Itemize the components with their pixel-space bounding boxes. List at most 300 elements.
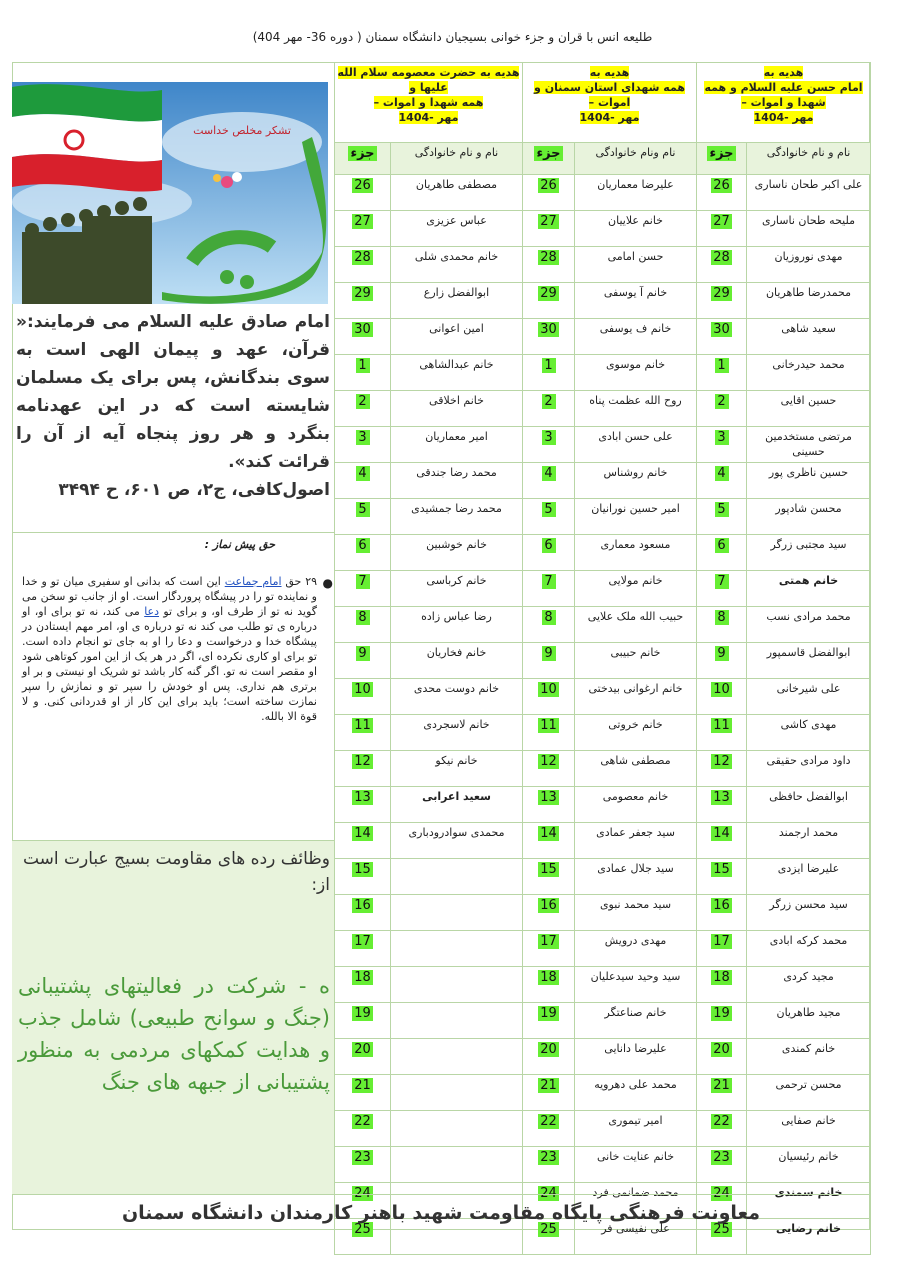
participant-name: روح الله عظمت پناه — [575, 391, 697, 427]
juz-cell — [523, 931, 575, 967]
participant-name — [391, 859, 523, 895]
juz-cell — [697, 427, 747, 463]
juz-cell — [697, 931, 747, 967]
juz-number: 21 — [713, 1078, 730, 1093]
dedication-header-2 — [523, 63, 697, 143]
juz-number: 28 — [713, 250, 730, 265]
participant-name: خانم خوشبین — [391, 535, 523, 571]
participant-name: خانم روشناس — [575, 463, 697, 499]
participant-name — [391, 1147, 523, 1183]
juz-cell — [697, 319, 747, 355]
juz-cell — [335, 499, 391, 535]
participant-name: سعید شاهی — [747, 319, 871, 355]
juz-number: 8 — [715, 610, 729, 625]
juz-number: 5 — [356, 502, 370, 517]
juz-cell — [335, 1039, 391, 1075]
table-row — [335, 1111, 871, 1147]
juz-number: 11 — [713, 718, 730, 733]
juz-number: 19 — [540, 1006, 557, 1021]
table-row — [335, 787, 871, 823]
participant-name: علی نفیسی فر — [575, 1219, 697, 1255]
juz-cell — [335, 1111, 391, 1147]
juz-cell — [335, 751, 391, 787]
participant-name: خانم همتی — [747, 571, 871, 607]
juz-number: 7 — [356, 574, 370, 589]
juz-header-label: جزء — [350, 146, 375, 161]
bullet-icon: ● — [322, 576, 333, 590]
link-doa[interactable]: دعا — [144, 605, 160, 618]
table-row — [335, 535, 871, 571]
juz-cell — [523, 679, 575, 715]
table-row — [335, 859, 871, 895]
juz-number: 22 — [540, 1114, 557, 1129]
participant-name: خانم معصومی — [575, 787, 697, 823]
divider — [12, 532, 334, 533]
juz-cell — [335, 859, 391, 895]
participant-name: محسن شادپور — [747, 499, 871, 535]
table-row — [335, 607, 871, 643]
juz-number: 1 — [542, 358, 556, 373]
participant-name: خانم سمندی — [747, 1183, 871, 1219]
juz-cell — [335, 607, 391, 643]
juz-cell — [697, 859, 747, 895]
juz-cell — [335, 247, 391, 283]
juz-cell — [523, 967, 575, 1003]
participant-name: محمد رضا جمشیدی — [391, 499, 523, 535]
participant-name: مهدی نوروزیان — [747, 247, 871, 283]
juz-cell — [335, 1003, 391, 1039]
juz-cell — [335, 1147, 391, 1183]
participant-name: محمدی سوادرودباری — [391, 823, 523, 859]
dedication-title: هدیه به — [589, 66, 630, 79]
juz-cell — [523, 823, 575, 859]
table-row — [335, 427, 871, 463]
dedication-header-row — [335, 63, 871, 143]
name-column-header: نام ونام خانوادگی — [575, 143, 697, 175]
green-panel-title: وظائف رده های مقاومت بسیج عبارت است از: — [22, 849, 330, 895]
juz-number: 2 — [542, 394, 556, 409]
participant-name: خانم آ یوسفی — [575, 283, 697, 319]
table-row — [335, 643, 871, 679]
juz-cell — [335, 643, 391, 679]
participant-name: محمد کرکه ابادی — [747, 931, 871, 967]
dedication-subtitle: همه شهدا و اموات – — [373, 96, 484, 109]
juz-number: 11 — [354, 718, 371, 733]
participant-name: سید محسن زرگر — [747, 895, 871, 931]
juz-cell — [697, 679, 747, 715]
juz-number: 2 — [715, 394, 729, 409]
juz-cell — [523, 535, 575, 571]
juz-cell — [697, 283, 747, 319]
juz-cell — [335, 715, 391, 751]
participant-name — [391, 967, 523, 1003]
participant-name: ابوالفضل قاسمپور — [747, 643, 871, 679]
juz-cell — [697, 643, 747, 679]
table-body — [335, 175, 871, 1255]
juz-number: 2 — [356, 394, 370, 409]
juz-number: 29 — [540, 286, 557, 301]
juz-number: 16 — [354, 898, 371, 913]
juz-number: 1 — [715, 358, 729, 373]
participant-name: امیر معماریان — [391, 427, 523, 463]
juz-number: 20 — [540, 1042, 557, 1057]
table-row — [335, 463, 871, 499]
juz-number: 4 — [542, 466, 556, 481]
juz-number: 19 — [354, 1006, 371, 1021]
juz-cell — [697, 1111, 747, 1147]
poster-slogan: تشکر مخلص خداست — [193, 124, 291, 137]
juz-cell — [697, 211, 747, 247]
juz-cell — [523, 751, 575, 787]
juz-cell — [697, 463, 747, 499]
juz-cell — [335, 787, 391, 823]
juz-number: 30 — [354, 322, 371, 337]
table-row — [335, 1003, 871, 1039]
dedication-subtitle: همه شهدای استان سمنان و اموات – — [534, 81, 685, 109]
juz-cell — [697, 535, 747, 571]
juz-number: 7 — [715, 574, 729, 589]
juz-cell — [523, 175, 575, 211]
dedication-header-3 — [335, 63, 523, 143]
table-row — [335, 751, 871, 787]
juz-cell — [523, 1039, 575, 1075]
juz-cell — [523, 391, 575, 427]
juz-cell — [697, 715, 747, 751]
juz-cell — [335, 535, 391, 571]
table-row — [335, 1075, 871, 1111]
dedication-date: مهر -1404 — [398, 111, 459, 124]
juz-number: 14 — [713, 826, 730, 841]
juz-number: 30 — [713, 322, 730, 337]
juz-cell — [523, 895, 575, 931]
juz-header-label: جزء — [536, 146, 561, 161]
juz-number: 16 — [713, 898, 730, 913]
juz-cell — [335, 679, 391, 715]
juz-number: 15 — [713, 862, 730, 877]
table-row — [335, 1039, 871, 1075]
juz-number: 10 — [713, 682, 730, 697]
participant-name: سید محمد نبوی — [575, 895, 697, 931]
juz-cell — [523, 499, 575, 535]
juz-column-header — [697, 143, 747, 175]
juz-cell — [335, 283, 391, 319]
participant-name: علیرضا معماریان — [575, 175, 697, 211]
juz-number: 20 — [713, 1042, 730, 1057]
participant-name: مهدی کاشی — [747, 715, 871, 751]
juz-header-label: جزء — [709, 146, 734, 161]
participant-name: خانم لاسجردی — [391, 715, 523, 751]
juz-cell — [523, 571, 575, 607]
juz-cell — [523, 787, 575, 823]
participant-name — [391, 1039, 523, 1075]
quote-block — [16, 308, 330, 504]
juz-number: 17 — [354, 934, 371, 949]
juz-cell — [697, 967, 747, 1003]
juz-number: 26 — [354, 178, 371, 193]
dedication-date: مهر -1404 — [753, 111, 814, 124]
juz-number: 27 — [354, 214, 371, 229]
juz-cell — [335, 1075, 391, 1111]
participant-name: علیرضا ایزدی — [747, 859, 871, 895]
name-column-header: نام و نام خانوادگی — [747, 143, 871, 175]
participant-name: خانم ف یوسفی — [575, 319, 697, 355]
juz-cell — [523, 715, 575, 751]
participant-name: خانم علاییان — [575, 211, 697, 247]
juz-cell — [335, 355, 391, 391]
juz-cell — [335, 823, 391, 859]
juz-cell — [335, 211, 391, 247]
juz-cell — [335, 391, 391, 427]
participant-name: مجید طاهریان — [747, 1003, 871, 1039]
juz-number: 12 — [540, 754, 557, 769]
participant-name: ابوالفضل زارع — [391, 283, 523, 319]
table-row — [335, 175, 871, 211]
juz-number: 25 — [713, 1222, 730, 1237]
participant-name: سید جلال عمادی — [575, 859, 697, 895]
participant-name: علی شیرخانی — [747, 679, 871, 715]
table-row — [335, 247, 871, 283]
table-row — [335, 355, 871, 391]
juz-cell — [697, 499, 747, 535]
hadith-text: این است که بدانی او سفیری میان تو و خدا و نماینده تو را در پیشگاه پروردگار است. او از جانب تو سخن می گوید نه تو از طرف او، و برای تو — [22, 575, 317, 618]
juz-number: 5 — [542, 502, 556, 517]
table-row — [335, 319, 871, 355]
table-row — [335, 931, 871, 967]
juz-cell — [523, 1111, 575, 1147]
juz-cell — [523, 1075, 575, 1111]
juz-number: 20 — [354, 1042, 371, 1057]
participant-name: داود مرادی حقیقی — [747, 751, 871, 787]
quote-text: امام صادق علیه السلام می فرمایند:« قرآن، عهد و پیمان الهی است به سوی بندگانش، پس برای یک مسلمان شایسته است که در این عهدنامه بنگرد و هر روز پنجاه آیه از آن را قرائت کند». — [16, 312, 330, 472]
juz-number: 1 — [356, 358, 370, 373]
juz-number: 25 — [354, 1222, 371, 1237]
hadith-heading: حق پیش نماز : — [204, 538, 275, 551]
juz-number: 8 — [542, 610, 556, 625]
juz-cell — [523, 607, 575, 643]
juz-number: 15 — [354, 862, 371, 877]
participant-name: امین اعوانی — [391, 319, 523, 355]
juz-number: 9 — [356, 646, 370, 661]
juz-number: 18 — [354, 970, 371, 985]
participant-name: امیر تیموری — [575, 1111, 697, 1147]
participant-name: سعید اعرابی — [391, 787, 523, 823]
juz-number: 23 — [354, 1150, 371, 1165]
participant-name: مرتضی مستخدمین حسینی — [747, 427, 871, 463]
participant-name: محمد ارجمند — [747, 823, 871, 859]
juz-cell — [697, 607, 747, 643]
table-row — [335, 1147, 871, 1183]
juz-cell — [523, 859, 575, 895]
participant-name: مصطفی طاهریان — [391, 175, 523, 211]
participant-name: خانم صناعتگر — [575, 1003, 697, 1039]
juz-number: 9 — [715, 646, 729, 661]
participant-name: خانم رئیسیان — [747, 1147, 871, 1183]
juz-cell — [523, 247, 575, 283]
juz-cell — [335, 463, 391, 499]
table-row — [335, 895, 871, 931]
juz-cell — [335, 571, 391, 607]
table-row — [335, 283, 871, 319]
juz-number: 13 — [354, 790, 371, 805]
participant-name: محمدرضا طاهریان — [747, 283, 871, 319]
page-title: طلیعه انس با قران و جزء خوانی بسیجیان دانشگاه سمنان ( دوره 36- مهر 404) — [252, 30, 653, 44]
juz-number: 12 — [354, 754, 371, 769]
juz-assignment-table — [334, 62, 871, 1255]
juz-number: 5 — [715, 502, 729, 517]
juz-cell — [697, 1075, 747, 1111]
juz-cell — [697, 355, 747, 391]
juz-cell — [697, 1003, 747, 1039]
juz-number: 25 — [540, 1222, 557, 1237]
participant-name: محسن ترحمی — [747, 1075, 871, 1111]
dedication-date: مهر -1404 — [579, 111, 640, 124]
juz-cell — [523, 643, 575, 679]
juz-number: 30 — [540, 322, 557, 337]
participant-name: خانم حبیبی — [575, 643, 697, 679]
juz-number: 17 — [540, 934, 557, 949]
participant-name — [391, 1111, 523, 1147]
juz-number: 8 — [356, 610, 370, 625]
juz-number: 29 — [713, 286, 730, 301]
juz-cell — [697, 391, 747, 427]
juz-number: 27 — [540, 214, 557, 229]
participant-name: حسین ناظری پور — [747, 463, 871, 499]
participant-name: سید مجتبی زرگر — [747, 535, 871, 571]
juz-number: 23 — [713, 1150, 730, 1165]
juz-number: 4 — [356, 466, 370, 481]
juz-cell — [335, 967, 391, 1003]
juz-number: 22 — [713, 1114, 730, 1129]
participant-name — [391, 1075, 523, 1111]
juz-number: 3 — [356, 430, 370, 445]
participant-name: محمد ضمانمی فرد — [575, 1183, 697, 1219]
dedication-title: هدیه به حضرت معصومه سلام الله علیها و — [337, 66, 520, 94]
participant-name: محمد مرادی نسب — [747, 607, 871, 643]
participant-name — [391, 1003, 523, 1039]
participant-name: ملیحه طحان ناساری — [747, 211, 871, 247]
hadith-text: ۲۹ حق — [281, 575, 318, 588]
participant-name: خانم عنایت خانی — [575, 1147, 697, 1183]
juz-number: 26 — [713, 178, 730, 193]
participant-name: خانم مولایی — [575, 571, 697, 607]
table-row — [335, 211, 871, 247]
participant-name: خانم اخلاقی — [391, 391, 523, 427]
participant-name: حبیب الله ملک علایی — [575, 607, 697, 643]
juz-number: 9 — [542, 646, 556, 661]
juz-number: 11 — [540, 718, 557, 733]
dedication-title: هدیه به — [763, 66, 804, 79]
juz-cell — [335, 319, 391, 355]
juz-number: 19 — [713, 1006, 730, 1021]
juz-cell — [697, 823, 747, 859]
participant-name: ابوالفضل حافظی — [747, 787, 871, 823]
participant-name: علیرضا دانایی — [575, 1039, 697, 1075]
juz-cell — [697, 175, 747, 211]
participant-name: خانم رضایی — [747, 1219, 871, 1255]
juz-number: 27 — [713, 214, 730, 229]
participant-name: محمد علی دهرویه — [575, 1075, 697, 1111]
juz-cell — [697, 787, 747, 823]
green-panel-body: ه - شرکت در فعالیتهای پشتیبانی (جنگ و سوانح طبیعی) شامل جذب و هدایت کمکهای مردمی به منظور پشتیبانی از جبهه های جنگ — [18, 974, 330, 1094]
juz-number: 28 — [354, 250, 371, 265]
name-column-header: نام و نام خانوادگی — [391, 143, 523, 175]
participant-name: خانم کمندی — [747, 1039, 871, 1075]
participant-name: خانم ارغوانی بیدختی — [575, 679, 697, 715]
participant-name: امیر حسین نورانیان — [575, 499, 697, 535]
participant-name: مصطفی شاهی — [575, 751, 697, 787]
juz-number: 7 — [542, 574, 556, 589]
juz-number: 16 — [540, 898, 557, 913]
juz-number: 13 — [713, 790, 730, 805]
table-row — [335, 715, 871, 751]
table-row — [335, 499, 871, 535]
juz-number: 24 — [713, 1186, 730, 1201]
juz-number: 3 — [715, 430, 729, 445]
juz-number: 21 — [354, 1078, 371, 1093]
quote-source: اصول‌کافی، ج۲، ص ۶۰۱، ح ۳۴۹۴ — [58, 480, 330, 500]
juz-number: 26 — [540, 178, 557, 193]
juz-number: 18 — [540, 970, 557, 985]
juz-cell — [697, 751, 747, 787]
link-imam-jamaat[interactable]: امام جماعت — [224, 575, 282, 588]
juz-cell — [523, 427, 575, 463]
participant-name: حسن امامی — [575, 247, 697, 283]
participant-name: خانم فخاریان — [391, 643, 523, 679]
juz-cell — [697, 1039, 747, 1075]
participant-name: محمد رضا جندقی — [391, 463, 523, 499]
juz-cell — [697, 247, 747, 283]
participant-name: سید وحید سیدعلیان — [575, 967, 697, 1003]
participant-name: رضا عباس زاده — [391, 607, 523, 643]
juz-cell — [335, 427, 391, 463]
juz-number: 3 — [542, 430, 556, 445]
participant-name: عباس عزیزی — [391, 211, 523, 247]
juz-number: 14 — [540, 826, 557, 841]
participant-name — [391, 895, 523, 931]
juz-cell — [523, 1003, 575, 1039]
juz-number: 24 — [540, 1186, 557, 1201]
participant-name: سید جعفر عمادی — [575, 823, 697, 859]
juz-number: 10 — [540, 682, 557, 697]
juz-number: 4 — [715, 466, 729, 481]
dedication-header-1 — [697, 63, 871, 143]
juz-number: 12 — [713, 754, 730, 769]
juz-cell — [697, 571, 747, 607]
participant-name: خانم دوست محدی — [391, 679, 523, 715]
table-row — [335, 967, 871, 1003]
participant-name: علی حسن ابادی — [575, 427, 697, 463]
juz-number: 17 — [713, 934, 730, 949]
juz-number: 24 — [354, 1186, 371, 1201]
participant-name: خانم عبدالشاهی — [391, 355, 523, 391]
participant-name: حسین اقایی — [747, 391, 871, 427]
table-row — [335, 679, 871, 715]
juz-cell — [523, 319, 575, 355]
column-header-row — [335, 143, 871, 175]
participant-name: محمد حیدرخانی — [747, 355, 871, 391]
juz-number: 6 — [356, 538, 370, 553]
juz-cell — [523, 355, 575, 391]
basij-poster-image — [12, 82, 328, 304]
juz-number: 21 — [540, 1078, 557, 1093]
juz-number: 29 — [354, 286, 371, 301]
juz-number: 28 — [540, 250, 557, 265]
table-row — [335, 823, 871, 859]
participant-name: مجید کردی — [747, 967, 871, 1003]
juz-number: 23 — [540, 1150, 557, 1165]
juz-cell — [523, 211, 575, 247]
juz-cell — [523, 1147, 575, 1183]
